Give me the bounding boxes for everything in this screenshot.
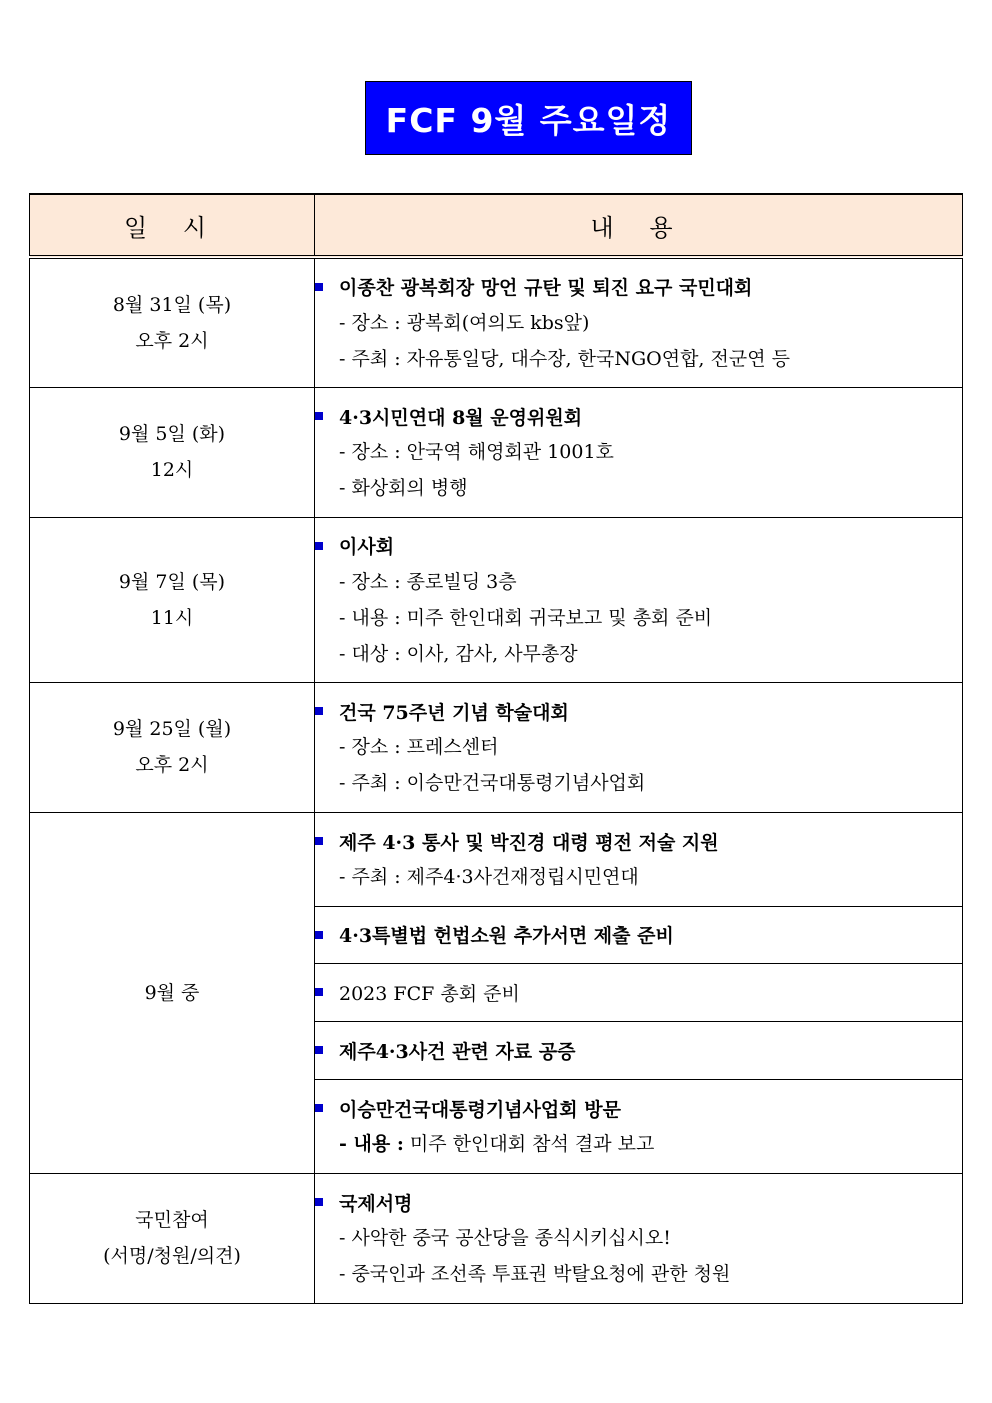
item-title: 건국 75주년 기념 학술대회 (339, 701, 569, 724)
item-detail: - 주최 : 제주4·3사건재정립시민연대 (339, 866, 639, 888)
row-content (315, 517, 963, 682)
page-title-box (365, 81, 692, 155)
table-header (30, 194, 963, 257)
header-date: 일 시 (30, 194, 315, 257)
table-row (30, 1173, 963, 1303)
row-content (315, 257, 963, 387)
square-bullet-icon (315, 283, 323, 291)
item-detail: - 내용 : 미주 한인대회 귀국보고 및 총회 준비 (339, 606, 713, 629)
item-detail: - 장소 : 광복회(여의도 kbs앞) (339, 311, 590, 334)
item-detail: - 장소 : 프레스센터 (339, 736, 499, 758)
row-date (30, 682, 315, 812)
time-line: 12시 (150, 459, 194, 481)
square-bullet-icon (315, 1104, 323, 1112)
item-title: 제주 4·3 통사 및 박진경 대령 평전 저술 지원 (339, 831, 719, 854)
row-date: 9월 중 (30, 812, 315, 1173)
row-content (315, 387, 963, 517)
page-title: FCF 9월 주요일정 (385, 100, 672, 140)
row-content (315, 1173, 963, 1303)
date-line: 9월 7일 (목) (118, 570, 226, 593)
date-line: 9월 25일 (월) (112, 718, 232, 740)
item-title: 국제서명 (339, 1192, 413, 1215)
row-content (315, 682, 963, 812)
square-bullet-icon (315, 542, 323, 550)
row-content (315, 812, 963, 906)
row-content (315, 1021, 963, 1079)
row-content (315, 1079, 963, 1173)
row-date (30, 517, 315, 682)
date-subline: (서명/청원/의견) (103, 1245, 241, 1267)
item-title: 2023 FCF 총회 준비 (339, 982, 520, 1005)
table-row (30, 682, 963, 812)
row-date (30, 257, 315, 387)
item-detail: - 주최 : 이승만건국대통령기념사업회 (339, 772, 646, 794)
item-title: 이승만건국대통령기념사업회 방문 (339, 1098, 621, 1121)
item-detail: - 사악한 중국 공산당을 종식시키십시오! (339, 1227, 671, 1249)
item-detail: - 중국인과 조선족 투표권 박탈요청에 관한 청원 (339, 1263, 731, 1285)
table-row (30, 812, 963, 906)
detail-text: 미주 한인대회 참석 결과 보고 (409, 1133, 655, 1155)
row-content (315, 963, 963, 1021)
item-title: 이사회 (339, 536, 395, 558)
square-bullet-icon (315, 1046, 323, 1054)
date-line: 9월 5일 (화) (118, 423, 226, 445)
item-title: 이종찬 광복회장 망언 규탄 및 퇴진 요구 국민대회 (339, 277, 753, 300)
detail-label: - 내용 : (339, 1133, 404, 1155)
time-line: 오후 2시 (135, 754, 209, 776)
table-row (30, 387, 963, 517)
item-title: 4·3특별법 헌법소원 추가서면 제출 준비 (339, 925, 674, 947)
header-content: 내 용 (315, 194, 963, 257)
square-bullet-icon (315, 837, 323, 845)
time-line: 11시 (150, 606, 194, 629)
table-row (30, 257, 963, 387)
table-row (30, 517, 963, 682)
square-bullet-icon (315, 1198, 323, 1206)
square-bullet-icon (315, 931, 323, 939)
item-detail: - 화상회의 병행 (339, 477, 468, 499)
item-detail: - 주최 : 자유통일당, 대수장, 한국NGO연합, 전군연 등 (339, 347, 790, 370)
row-content (315, 906, 963, 963)
square-bullet-icon (315, 707, 323, 715)
item-detail: - 대상 : 이사, 감사, 사무총장 (339, 642, 578, 665)
item-detail: - 장소 : 종로빌딩 3층 (339, 570, 517, 593)
date-line: 8월 31일 (목) (112, 293, 232, 316)
item-title: 4·3시민연대 8월 운영위원회 (339, 406, 583, 429)
item-detail: - 장소 : 안국역 해영회관 1001호 (339, 441, 614, 463)
schedule-table (29, 193, 963, 1304)
row-date (30, 387, 315, 517)
item-detail (315, 1126, 962, 1162)
item-title: 제주4·3사건 관련 자료 공증 (339, 1040, 576, 1063)
time-line: 오후 2시 (135, 329, 209, 352)
square-bullet-icon (315, 412, 323, 420)
date-line: 국민참여 (135, 1209, 209, 1231)
row-date (30, 1173, 315, 1303)
square-bullet-icon (315, 988, 323, 996)
